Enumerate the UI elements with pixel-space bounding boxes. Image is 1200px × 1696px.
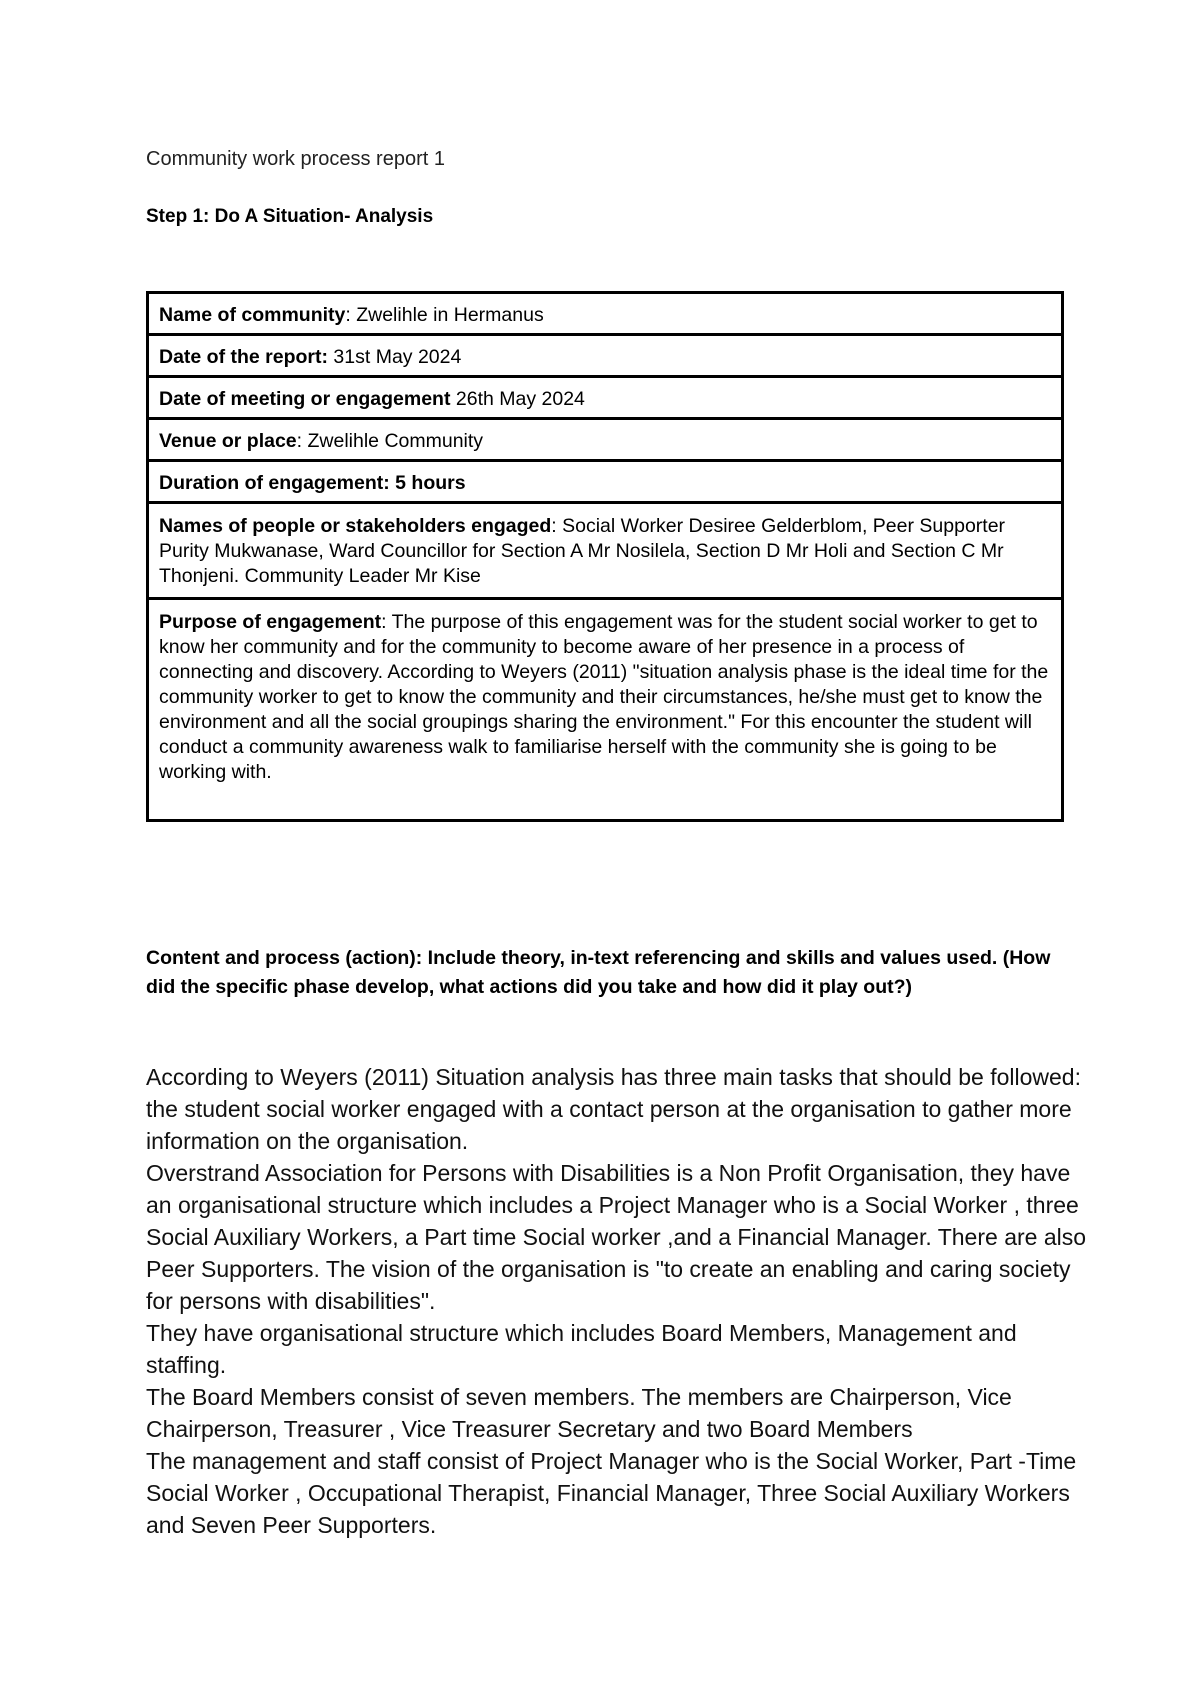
field-value-venue: Zwelihle Community bbox=[307, 430, 484, 452]
field-value-community: Zwelihle in Hermanus bbox=[356, 304, 544, 326]
engagement-info-table bbox=[146, 291, 1064, 822]
table-cell bbox=[148, 293, 1063, 335]
content-body bbox=[146, 1061, 1086, 1541]
table-row-meeting-date bbox=[148, 377, 1063, 419]
field-separator: : bbox=[381, 611, 392, 633]
table-cell bbox=[148, 335, 1063, 377]
field-separator: : bbox=[296, 430, 308, 452]
field-value-purpose: The purpose of this engagement was for the student social worker to get to know her community and for the community to become aware of her presence in a process of connecting and discovery. According to Weyers (2011) "situation analysis phase is the ideal time for the community worker to get to know the community and their circumstances, he/she must get to know the environment and all the social groupings sharing the environment." For this encounter the student will conduct a community awareness walk to familiarise herself with the community she is going to be working with. bbox=[159, 611, 1049, 783]
content-process-heading: Content and process (action): Include theory, in-text referencing and skills and values used. (How did the specific phase develop, what actions did you take and how did it play out?) bbox=[146, 947, 1051, 998]
field-label-venue: Venue or place bbox=[159, 430, 297, 452]
body-paragraph: The Board Members consist of seven members. The members are Chairperson, Vice Chairperson, Treasurer , Vice Treasurer Secretary and two Board Members bbox=[146, 1384, 1012, 1442]
field-label-report-date: Date of the report: bbox=[159, 346, 329, 368]
body-paragraph: The management and staff consist of Project Manager who is the Social Worker, Part -Time Social Worker , Occupational Therapist, Financial Manager, Three Social Auxiliary Workers and Seven Peer Supporters. bbox=[146, 1448, 1077, 1538]
body-paragraph: They have organisational structure which includes Board Members, Management and staffing. bbox=[146, 1320, 1017, 1378]
table-cell bbox=[148, 377, 1063, 419]
table-row-stakeholders bbox=[148, 503, 1063, 599]
field-value-report-date: 31st May 2024 bbox=[328, 346, 462, 368]
table-cell bbox=[148, 419, 1063, 461]
table-cell bbox=[148, 461, 1063, 503]
table-row-community bbox=[148, 293, 1063, 335]
field-label-community: Name of community bbox=[159, 304, 346, 326]
field-label-stakeholders: Names of people or stakeholders engaged bbox=[159, 515, 552, 537]
table-cell bbox=[148, 599, 1063, 821]
table-cell bbox=[148, 503, 1063, 599]
field-label-duration: Duration of engagement: 5 hours bbox=[159, 472, 466, 494]
body-paragraph: According to Weyers (2011) Situation analysis has three main tasks that should be followed: the student social worker engaged with a contact person at the organisation to gather more information on the organisation. bbox=[146, 1064, 1081, 1154]
body-paragraph: Overstrand Association for Persons with Disabilities is a Non Profit Organisation, they have an organisational structure which includes a Project Manager who is a Social Worker , three Social Auxiliary Workers, a Part time Social worker ,and a Financial Manager. There are also Peer Supporters. The vision of the organisation is "to create an enabling and caring society for persons with disabilities". bbox=[146, 1160, 1087, 1314]
field-label-meeting-date: Date of meeting or engagement bbox=[159, 388, 451, 410]
field-value-meeting-date: 26th May 2024 bbox=[450, 388, 585, 410]
step-heading: Step 1: Do A Situation- Analysis bbox=[146, 206, 434, 227]
table-row-purpose bbox=[148, 599, 1063, 821]
field-separator: : bbox=[551, 515, 563, 537]
field-label-purpose: Purpose of engagement bbox=[159, 611, 382, 633]
field-value-stakeholders: Social Worker Desiree Gelderblom, Peer Supporter Purity Mukwanase, Ward Councillor for Section A Mr Nosilela, Section D Mr Holi and Section C Mr Thonjeni. Community Leader Mr Kise bbox=[159, 515, 1006, 587]
document-title: Community work process report 1 bbox=[146, 148, 445, 170]
table-row-venue bbox=[148, 419, 1063, 461]
table-row-duration bbox=[148, 461, 1063, 503]
table-row-report-date bbox=[148, 335, 1063, 377]
field-separator: : bbox=[345, 304, 357, 326]
